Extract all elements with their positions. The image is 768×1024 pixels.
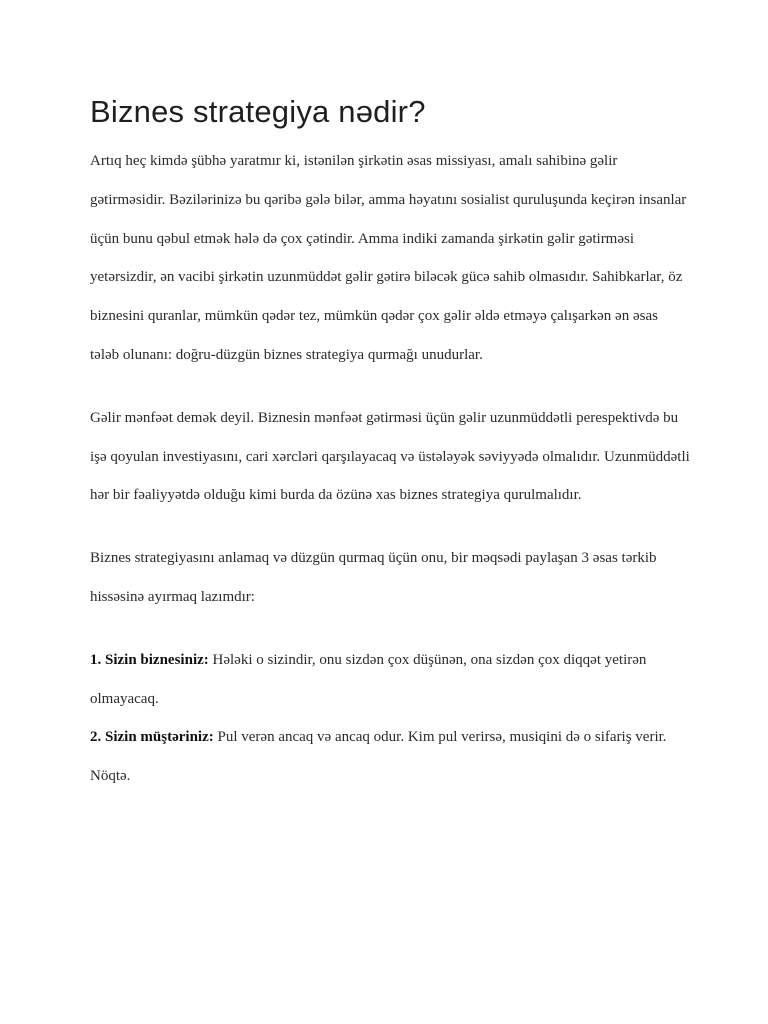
paragraph-gap [90, 617, 690, 641]
paragraph-gap [90, 375, 690, 399]
list-item-text: Hələki o sizindir, onu sizdən çox düşünən, ona sizdən çox diqqət yetirən olmayacaq. [90, 651, 647, 707]
list-item [90, 718, 690, 796]
list-item-lead: 1. Sizin biznesiniz: [90, 651, 209, 668]
paragraph: Artıq heç kimdə şübhə yaratmır ki, istənilən şirkətin əsas missiyası, amalı sahibinə gəlir gətirməsidir. Bəzilərinizə bu qəribə gələ bilər, amma həyatını sosialist quruluşunda keçirən insanlar üçün bunu qəbul etmək hələ də çox çətindir. Amma indiki zamanda şirkətin gəlir gətirməsi yetərsizdir, ən vacibi şirkətin uzunmüddət gəlir gətirə biləcək gücə sahib olmasıdır. Sahibkarlar, öz biznesini quranlar, mümkün qədər tez, mümkün qədər çox gəlir əldə etməyə çalışarkən ən əsas tələb olunanı: doğru-düzgün biznes strategiya qurmağı unudurlar. [90, 153, 687, 363]
article-title: Biznes strategiya nədir? [90, 94, 426, 129]
article [90, 92, 690, 796]
list-item-lead: 2. Sizin müştəriniz: [90, 729, 214, 746]
paragraph-gap [90, 515, 690, 539]
paragraph: Gəlir mənfəət demək deyil. Biznesin mənfəət gətirməsi üçün gəlir uzunmüddətli perespektivdə bu işə qoyulan investiyasını, cari xərcləri qarşılayacaq və üstələyək səviyyədə olmalıdır. Uzunmüddətli hər bir fəaliyyətdə olduğu kimi burda da özünə xas biznes strategiya qurulmalıdır. [90, 409, 690, 504]
list-item [90, 641, 690, 719]
paragraph: Biznes strategiyasını anlamaq və düzgün qurmaq üçün onu, bir məqsədi paylaşan 3 əsas tərkib hissəsinə ayırmaq lazımdır: [90, 550, 657, 605]
list-item-text: Pul verən ancaq və ancaq odur. Kim pul verirsə, musiqini də o sifariş verir. Nöqtə. [90, 729, 667, 785]
